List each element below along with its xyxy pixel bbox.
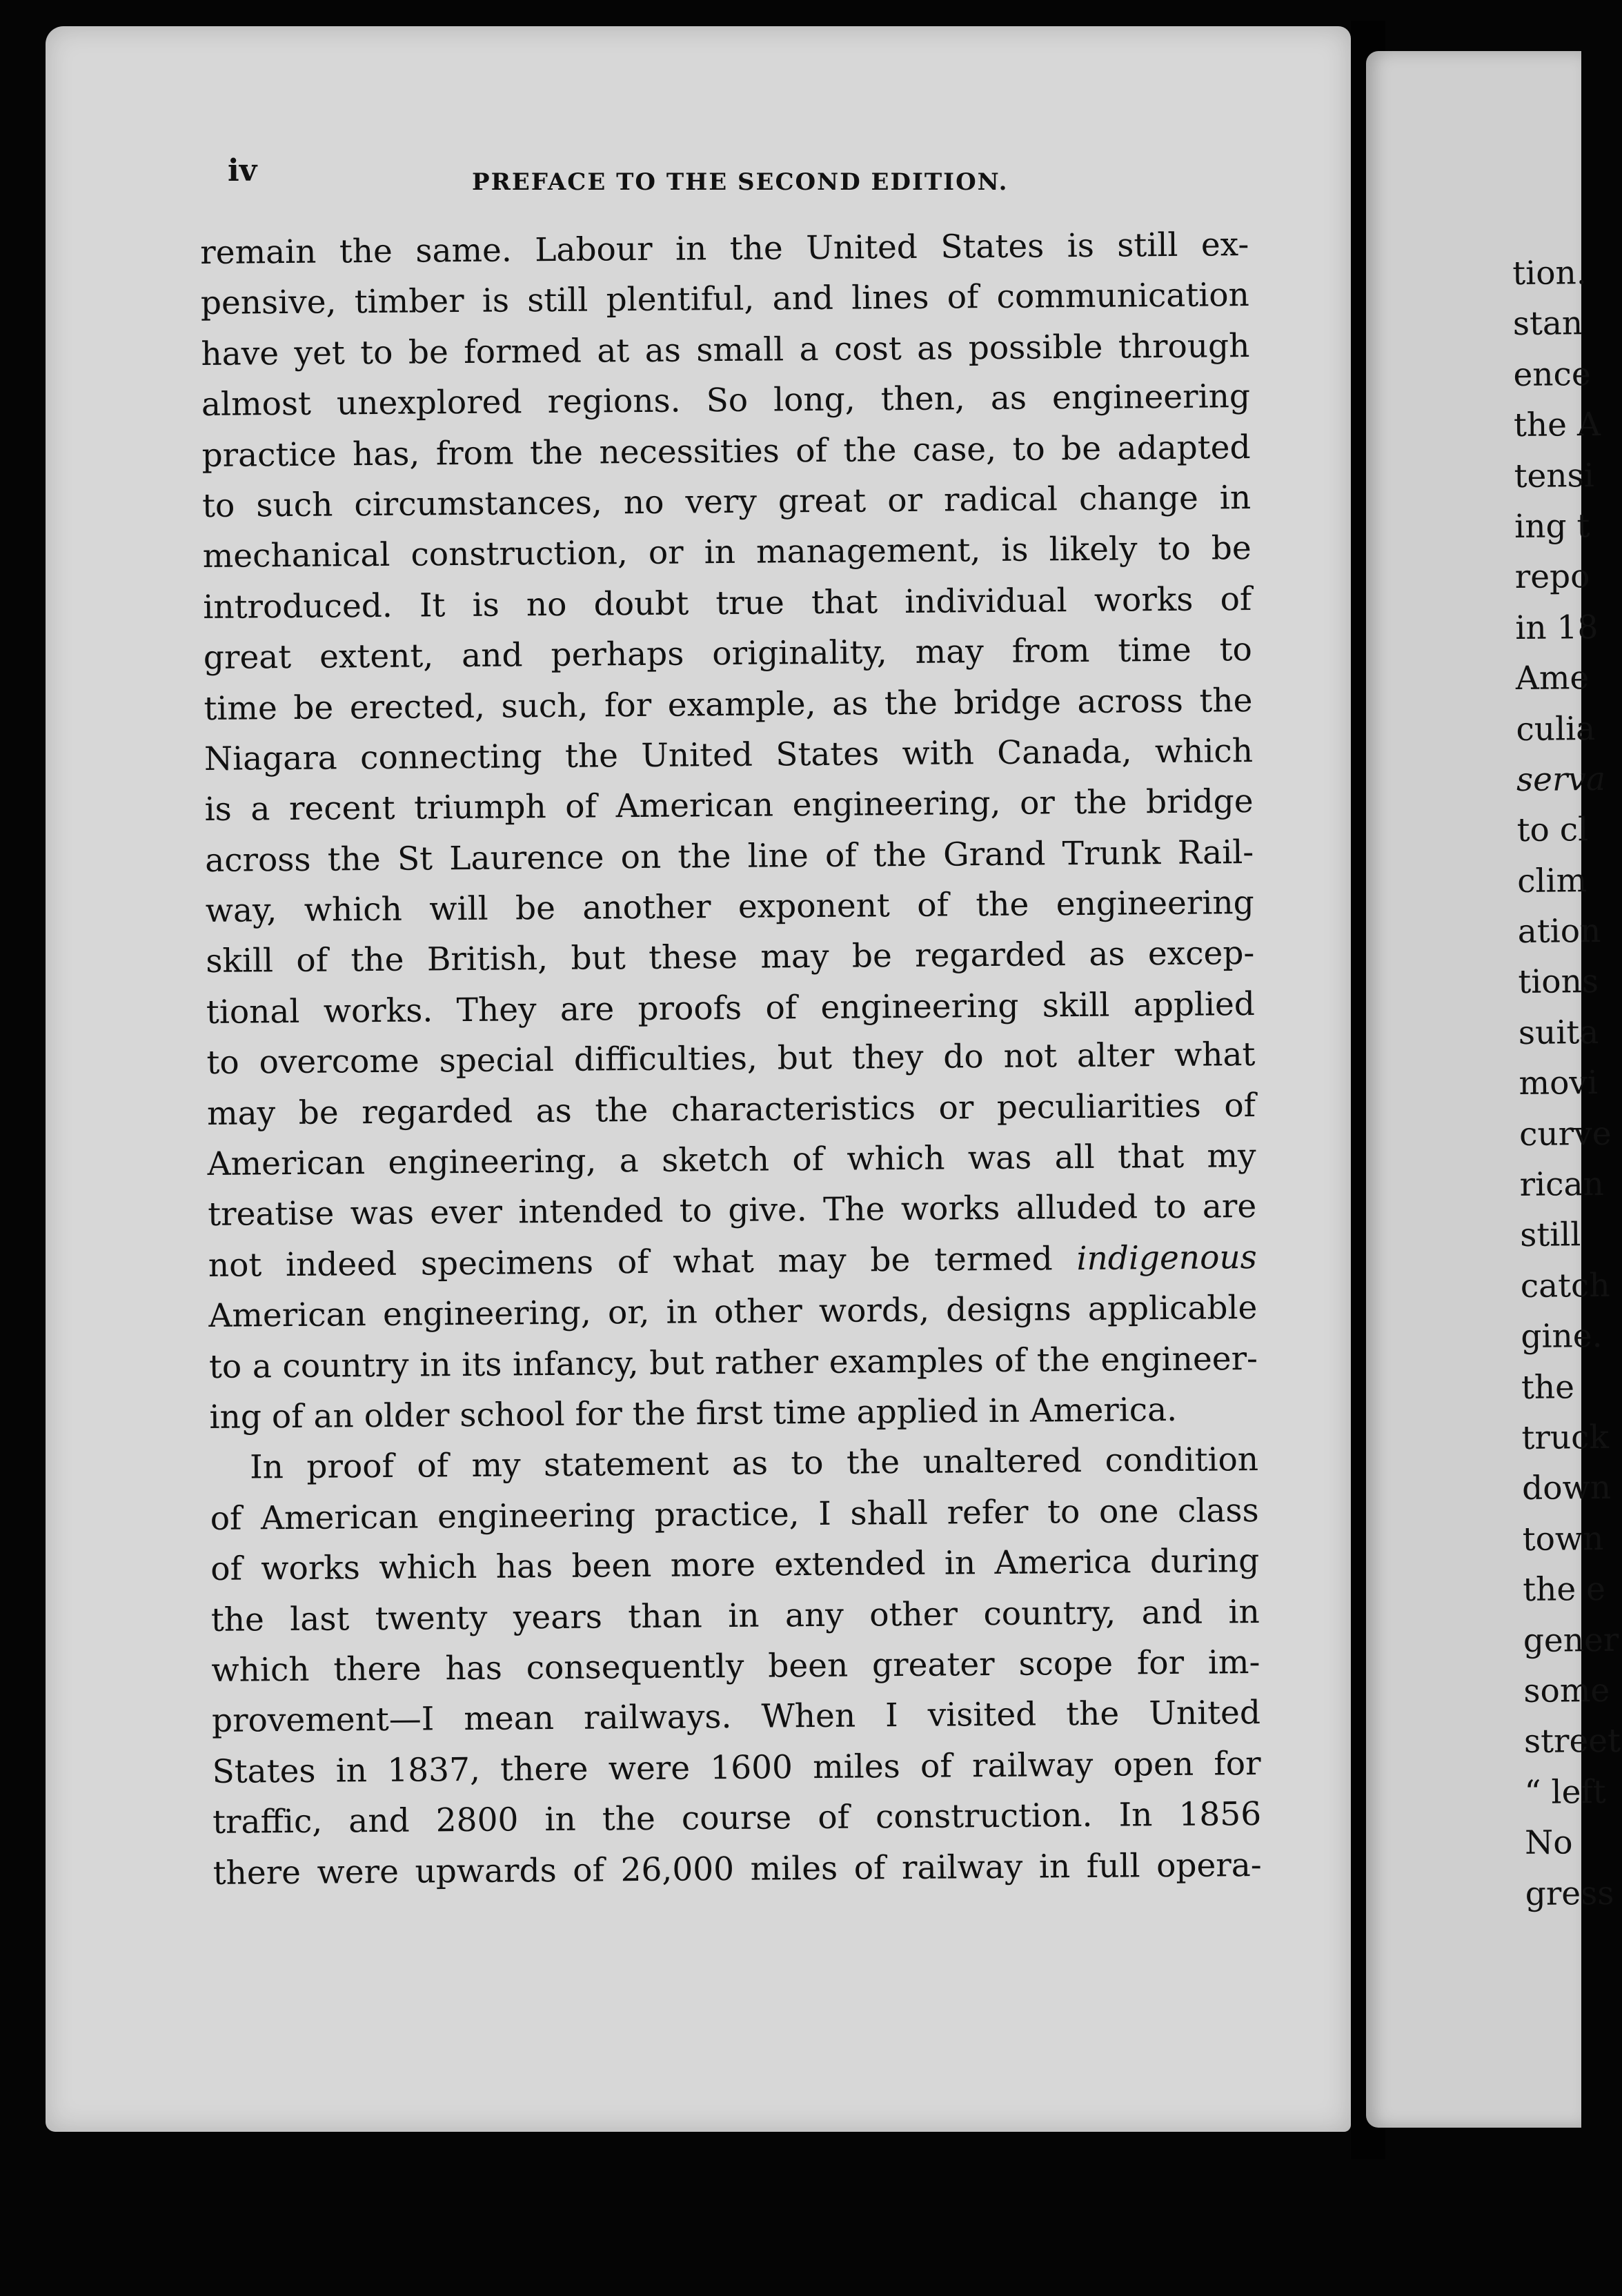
text-line: way, which will be another exponent of the engineering [205, 884, 1254, 931]
facing-fragment: movi [1519, 1064, 1599, 1103]
text-line: which there has consequently been greater scope for im- [211, 1643, 1260, 1690]
facing-fragment: ation [1517, 912, 1601, 951]
text-line: practice has, from the necessities of the case, to be adapted [201, 428, 1251, 475]
facing-fragment: No [1524, 1823, 1573, 1863]
facing-fragment: down [1521, 1469, 1612, 1508]
facing-fragment-italic: serva [1516, 760, 1606, 799]
facing-fragment: tion. [1512, 254, 1587, 293]
facing-fragment: ing t [1514, 507, 1590, 546]
text-line: across the St Laurence on the line of the Grand Trunk Rail- [204, 833, 1254, 880]
paragraph-start-line: In proof of my statement as to the unaltered condition [249, 1441, 1259, 1487]
text-line: ing of an older school for the first time applied in America. [209, 1390, 1178, 1436]
facing-fragment: street [1523, 1722, 1621, 1761]
facing-fragment: gine. [1521, 1317, 1603, 1356]
facing-fragment: repo [1514, 557, 1590, 597]
italic-word: indigenous [1076, 1238, 1257, 1278]
page-number: iv [228, 153, 257, 188]
running-title-text: PREFACE TO THE SECOND EDITION. [472, 168, 1009, 196]
facing-fragment: truck [1521, 1418, 1610, 1457]
text-line: remain the same. Labour in the United States is still ex- [200, 226, 1249, 272]
facing-fragment: culia [1516, 709, 1596, 749]
facing-fragment: the [1521, 1367, 1575, 1407]
facing-fragment: curve [1519, 1114, 1612, 1154]
facing-fragment: still [1520, 1216, 1581, 1255]
text-line: States in 1837, there were 1600 miles of railway open for [212, 1744, 1261, 1791]
facing-fragment: catch [1520, 1266, 1610, 1305]
text-line: may be regarded as the characteristics or peculiarities of [206, 1086, 1256, 1133]
text-line: traffic, and 2800 in the course of construction. In 1856 [212, 1795, 1262, 1842]
text-line: to a country in its infancy, but rather examples of the engineer- [208, 1339, 1258, 1386]
text-line: have yet to be formed at as small a cost as possible through [201, 326, 1250, 373]
facing-fragment: Ame [1515, 659, 1590, 698]
text-line-start: not indeed specimens of what may be termed [208, 1239, 1077, 1285]
facing-fragment: suita [1518, 1013, 1599, 1052]
text-line: treatise was ever intended to give. The works alluded to are [208, 1187, 1257, 1234]
text-line: is a recent triumph of American engineering, or the bridge [204, 782, 1254, 829]
text-line: there were upwards of 26,000 miles of railway in full opera- [212, 1845, 1262, 1892]
facing-page-text-fragments [1512, 248, 1621, 1919]
text-line: time be erected, such, for example, as the bridge across the [204, 681, 1253, 728]
text-line: of works which has been more extended in America during [210, 1542, 1260, 1589]
text-line: to such circumstances, no very great or radical change in [201, 479, 1252, 525]
facing-fragment: in 18 [1515, 608, 1599, 647]
text-line: the last twenty years than in any other country, and in [210, 1592, 1260, 1639]
text-line: great extent, and perhaps originality, may from time to [203, 631, 1253, 677]
facing-fragment: rican [1519, 1165, 1604, 1204]
facing-fragment [1516, 754, 1606, 805]
text-line-with-italic [208, 1232, 1258, 1291]
text-line: mechanical construction, or in management, is likely to be [202, 529, 1252, 576]
text-line: of American engineering practice, I shall refer to one class [210, 1491, 1259, 1538]
facing-fragment: to cl [1516, 811, 1589, 850]
facing-fragment: town [1522, 1519, 1604, 1558]
facing-fragment: tensi [1514, 456, 1594, 495]
text-line: introduced. It is no doubt true that individual works of [203, 580, 1252, 626]
facing-fragment: gener [1523, 1621, 1619, 1660]
facing-fragment: gress [1525, 1874, 1614, 1913]
text-line: to overcome special difficulties, but they do not alter what [206, 1036, 1256, 1082]
facing-fragment: “ left [1524, 1772, 1606, 1812]
facing-fragment: the A [1513, 406, 1601, 445]
text-line: tional works. They are proofs of engineering skill applied [206, 984, 1256, 1031]
text-line: American engineering, or, in other words, designs applicable [208, 1289, 1258, 1336]
text-line: skill of the British, but these may be regarded as excep- [206, 934, 1255, 981]
facing-fragment: the e [1523, 1570, 1606, 1610]
text-line: provement—I mean railways. When I visited the United [211, 1694, 1261, 1741]
facing-fragment: some [1523, 1671, 1610, 1710]
facing-fragment: stan [1512, 304, 1583, 344]
running-title [472, 168, 1008, 196]
facing-fragment: clim [1516, 861, 1588, 900]
facing-fragment: ence [1513, 355, 1591, 394]
text-line: Niagara connecting the United States with Canada, which [204, 731, 1254, 778]
preface-body-text [200, 219, 1262, 1899]
text-line: pensive, timber is still plentiful, and lines of communication [200, 276, 1250, 323]
text-line: American engineering, a sketch of which was all that my [207, 1137, 1256, 1183]
facing-fragment: tions [1518, 962, 1599, 1002]
text-line: almost unexplored regions. So long, then, as engineering [201, 377, 1251, 424]
